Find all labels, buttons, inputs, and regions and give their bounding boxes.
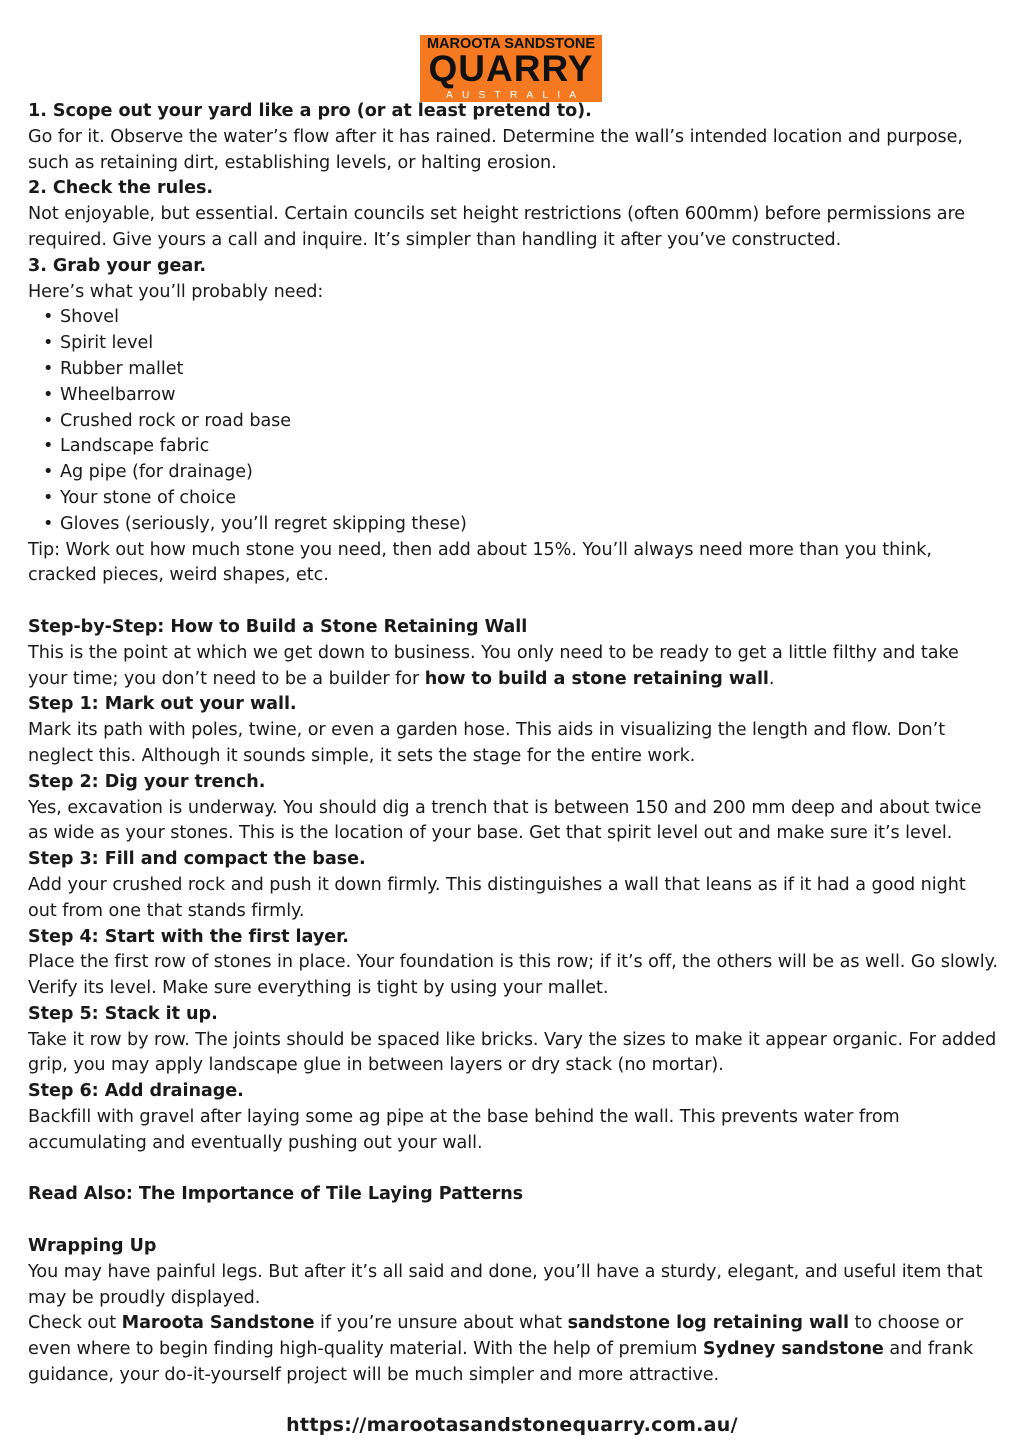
build-intro-end: .	[768, 668, 775, 689]
step-4-text: Place the first row of stones in place. Your foundation is this row; if it’s off, the others will be as well. Go slowly. Verify its level. Make sure everything is tight by using your mallet.	[28, 952, 998, 999]
logo-line-3: AUSTRALIA	[445, 89, 586, 101]
tip-label: Tip:	[28, 539, 60, 560]
spacer	[28, 589, 998, 615]
cta-text-3: to choose or even where to begin finding high-quality material. With the help of premium	[28, 1313, 964, 1360]
list-item: • Spirit level	[60, 331, 998, 357]
step-1-text: Mark its path with poles, twine, or even a garden hose. This aids in visualizing the length and flow. Don’t neglect this. Although it sounds simple, it sets the stage for the entire work.	[28, 720, 946, 766]
step-3-heading: Step 3: Fill and compact the base.	[28, 849, 366, 870]
footer-url[interactable]: https://marootasandstonequarry.com.au/	[286, 1414, 738, 1436]
build-intro	[28, 641, 998, 693]
cta-text-1: Check out	[28, 1313, 122, 1334]
step-3-text: Add your crushed rock and push it down firmly. This distinguishes a wall that leans as if it had a good night out from one that stands firmly.	[28, 874, 966, 921]
logo-line-1: MAROOTA SANDSTONE	[426, 36, 596, 52]
company-logo	[420, 35, 602, 102]
section-1-text: Go for it. Observe the water’s flow after it has rained. Determine the wall’s intended location and purpose, such as retaining dirt, establishing levels, or halting erosion.	[28, 126, 963, 173]
section-3-heading: 3. Grab your gear.	[28, 255, 206, 276]
gear-list	[28, 305, 998, 537]
step-6-text: Backfill with gravel after laying some ag pipe at the base behind the wall. This prevents water from accumulating and eventually pushing out your wall.	[28, 1107, 900, 1153]
tip-text: Work out how much stone you need, then add about 15%. You’ll always need more than you think, cracked pieces, weird shapes, etc.	[28, 539, 932, 586]
maroota-sandstone-link[interactable]: Maroota Sandstone	[121, 1313, 315, 1334]
article-body	[28, 99, 998, 1389]
step-1-heading: Step 1: Mark out your wall.	[28, 694, 297, 715]
retaining-wall-link[interactable]: sandstone log retaining wall	[567, 1313, 849, 1334]
cta-text-2: if you’re unsure about what	[314, 1313, 568, 1334]
build-heading: Step-by-Step: How to Build a Stone Retaining Wall	[28, 616, 528, 637]
cta-text-4: and frank guidance, your do-it-yourself project will be much simpler and more attractive.	[28, 1339, 974, 1386]
step-5-heading: Step 5: Stack it up.	[28, 1003, 218, 1024]
list-item: • Landscape fabric	[60, 434, 998, 460]
build-intro-text: This is the point at which we get down to business. You only need to be ready to get a little filthy and take your time; you don’t need to be a builder for	[28, 642, 959, 689]
list-item: • Crushed rock or road base	[60, 409, 998, 435]
wrap-cta	[28, 1311, 998, 1388]
tip-paragraph	[28, 538, 998, 590]
list-item: • Shovel	[60, 305, 998, 331]
step-2-heading: Step 2: Dig your trench.	[28, 771, 266, 792]
wrap-text: You may have painful legs. But after it’s all said and done, you’ll have a sturdy, elegant, and useful item that may be proudly displayed.	[28, 1261, 983, 1308]
step-2-text: Yes, excavation is underway. You should dig a trench that is between 150 and 200 mm deep and about twice as wide as your stones. This is the location of your base. Get that spirit level out and make sure it’s level.	[28, 797, 982, 844]
step-6-heading: Step 6: Add drainage.	[28, 1081, 244, 1102]
section-2-heading: 2. Check the rules.	[28, 178, 214, 199]
sydney-sandstone-link[interactable]: Sydney sandstone	[702, 1339, 884, 1360]
list-item: • Wheelbarrow	[60, 383, 998, 409]
section-3-intro: Here’s what you’ll probably need:	[28, 281, 324, 302]
step-4-heading: Step 4: Start with the first layer.	[28, 926, 349, 947]
list-item: • Rubber mallet	[60, 357, 998, 383]
section-2-text: Not enjoyable, but essential. Certain councils set height restrictions (often 600mm) before permissions are required. Give yours a call and inquire. It’s simpler than handling it after you’ve constructed.	[28, 204, 966, 250]
logo-line-2: QUARRY	[428, 48, 594, 89]
read-also-link[interactable]: Read Also: The Importance of Tile Laying Patterns	[28, 1184, 524, 1205]
list-item: • Gloves (seriously, you’ll regret skipping these)	[60, 512, 998, 538]
section-1-heading: 1. Scope out your yard like a pro (or at least pretend to).	[28, 101, 592, 121]
spacer	[28, 1208, 998, 1234]
wrap-heading: Wrapping Up	[28, 1236, 157, 1257]
spacer	[28, 1157, 998, 1183]
list-item: • Ag pipe (for drainage)	[60, 460, 998, 486]
list-item: • Your stone of choice	[60, 486, 998, 512]
build-intro-keyword: how to build a stone retaining wall	[424, 668, 769, 689]
step-5-text: Take it row by row. The joints should be spaced like bricks. Vary the sizes to make it appear organic. For added grip, you may apply landscape glue in between layers or dry stack (no mortar).	[28, 1029, 997, 1076]
